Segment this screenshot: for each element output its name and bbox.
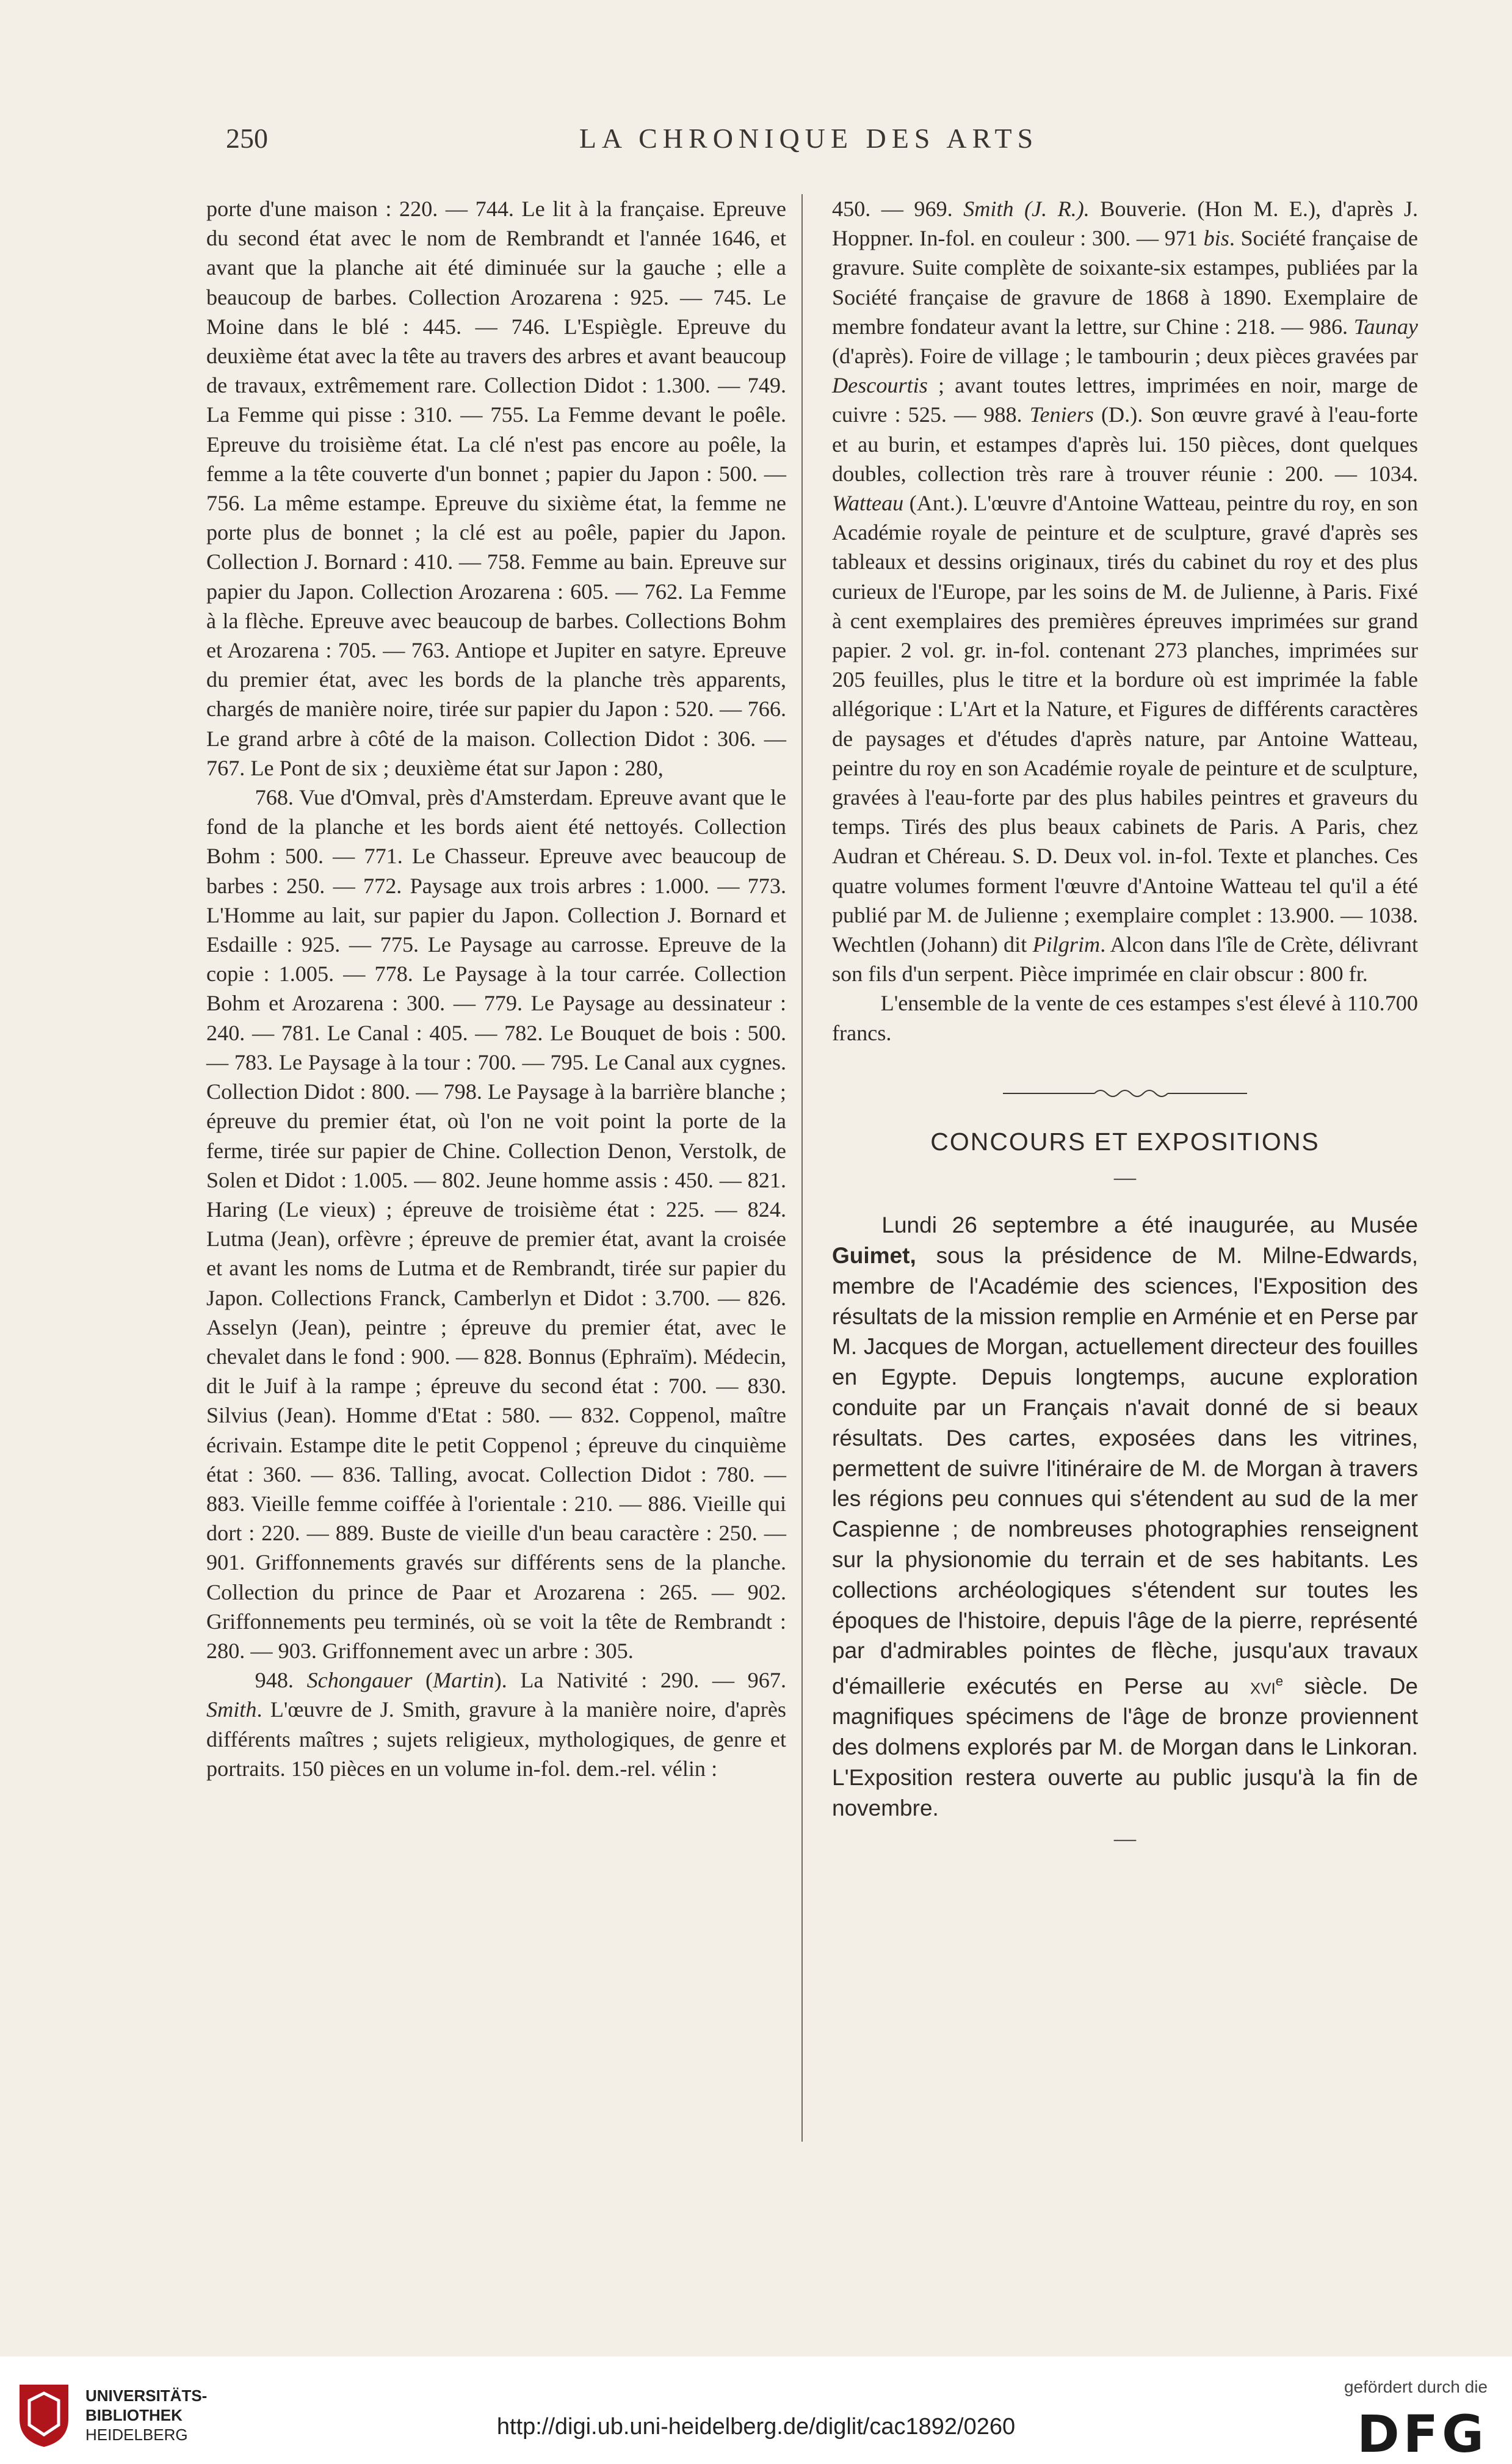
ornament-divider [997,1084,1253,1103]
artist-firstname: Martin [433,1668,494,1693]
digital-library-link[interactable]: http://digi.ub.uni-heidelberg.de/diglit/cac1892/0260 [496,2414,1016,2440]
right-paragraph-3: Lundi 26 septembre a été inaugurée, au Musée Guimet, sous la présidence de M. Milne-Edwards, membre de l'Académie des sciences, l'Exposition des résultats de la mission remplie en Arménie et en Perse par M. Jacques de Morgan, actuellement directeur des fouilles en Egypte. Depuis longtemps, aucune exploration conduite par un Français n'avait donné de si beaux résultats. Des cartes, exposées dans les vitrines, permettent de suivre l'itinéraire de M. de Morgan à travers les régions peu connues qui s'étendent au sud de la mer Caspienne ; de nombreuses photographies renseignent sur la physionomie du terrain et de ses habitants. Les collections archéologiques s'étendent sur toutes les époques de l'histoire, depuis l'âge de la pierre, représenté par d'admirables pointes de flèche, jusqu'aux travaux d'émaillerie exécutés en Perse au xvi$^e$ siècle. De magnifiques spécimens de l'âge de bronze proviennent des dolmens explorés par M. de Morgan dans le Linkoran. L'Exposition restera ouverte au public jusqu'à la fin de novembre. [832,1212,1419,1821]
left-paragraph-2: 768. Vue d'Omval, près d'Amsterdam. Epreuve avant que le fond de la planche et les bords aient été nettoyés. Collection Bohm : 500. — 771. Le Chasseur. Epreuve avec beaucoup de barbes : 250. — 772. Paysage aux trois arbres : 1.000. — 773. L'Homme au lait, sur papier du Japon. Collection J. Bornard et Esdaille : 925. — 775. Le Paysage au carrosse. Epreuve de la copie : 1.005. — 778. Le Paysage à la tour carrée. Collection Bohm et Arozarena : 300. — 779. Le Paysage au dessinateur : 240. — 781. Le Canal : 405. — 782. Le Bouquet de bois : 500. — 783. Le Paysage à la tour : 700. — 795. Le Canal aux cygnes. Collection Didot : 800. — 798. Le Paysage à la barrière blanche ; épreuve du premier état, où l'on ne voit point la porte de la ferme, tirée sur papier de Chine. Collection Denon, Verstolk, de Solen et Didot : 1.005. — 802. Jeune homme assis : 450. — 821. Haring (Le vieux) ; épreuve de troisième état : 225. — 824. Lutma (Jean), orfèvre ; épreuve de premier état, avant la croisée et avant les noms de Lutma et de Rembrandt, tirée sur papier du Japon. Collections Franck, Camberlyn et Didot : 3.700. — 826. Asselyn (Jean), peintre ; épreuve du premier état, avec le chevalet dans le fond : 900. — 828. Bonnus (Ephraïm). Médecin, dit le Juif à la rampe ; épreuve du second état : 700. — 830. Silvius (Jean). Homme d'Etat : 580. — 832. Coppenol, maître écrivain. Estampe dite le petit Coppenol ; épreuve du cinquième état : 360. — 836. Talling, avocat. Collection Didot : 780. — 883. Vieille femme coiffée à l'orientale : 210. — 886. Vieille qui dort : 220. — 889. Buste de vieille d'un beau caractère : 250. — 901. Griffonnements gravés sur différents sens de la planche. Collection du prince de Paar et Arozarena : 265. — 902. Griffonnements peu terminés, où se voit la tête de Rembrandt : 280. — 903. Griffonnement avec un arbre : 305. [206,785,786,1663]
page-header [201,122,1416,159]
left-paragraph-3: 948. Schongauer (Martin). La Nativité : 290. — 967. Smith. L'œuvre de J. Smith, gravure à la manière noire, d'après différents maîtres ; sujets religieux, mythologiques, de genre et portraits. 150 pièces en un volume in-fol. dem.-rel. vélin : [206,1668,786,1781]
left-paragraph-1: porte d'une maison : 220. — 744. Le lit à la française. Epreuve du second état avec le nom de Rembrandt et l'année 1646, et avant que la planche ait été diminuée sur la gauche ; elle a beaucoup de barbes. Collection Arozarena : 925. — 745. Le Moine dans le blé : 445. — 746. L'Espiègle. Epreuve du deuxième état avec la tête au travers des arbres et avant beaucoup de travaux, extrêmement rare. Collection Didot : 1.300. — 749. La Femme qui pisse : 310. — 755. La Femme devant le poêle. Epreuve du troisième état. La clé n'est pas encore au poêle, la femme a la tête couverte d'un bonnet ; papier du Japon : 500. — 756. La même estampe. Epreuve du sixième état, la femme ne porte plus de bonnet ; la clé est au poêle, papier du Japon. Collection J. Bornard : 410. — 758. Femme au bain. Epreuve sur papier du Japon. Collection Arozarena : 605. — 762. La Femme à la flèche. Epreuve avec beaucoup de barbes. Collections Bohm et Arozarena : 705. — 763. Antiope et Jupiter en satyre. Epreuve du premier état, avec les bords de la planche très apparents, chargés de manière noire, tirée sur papier du Japon : 520. — 766. Le grand arbre à côté de la maison. Collection Didot : 306. — 767. Le Pont de six ; deuxième état sur Japon : 280, [206,197,786,780]
right-paragraph-1: 450. — 969. Smith (J. R.). Bouverie. (Hon M. E.), d'après J. Hoppner. In-fol. en couleur : 300. — 971 bis. Société française de gravure. Suite complète de soixante-six estampes, publiées par la Société française de gravure de 1868 à 1890. Exemplaire de membre fondateur avant la lettre, sur Chine : 218. — 986. Taunay (d'après). Foire de village ; le tambourin ; deux pièces gravées par Descourtis ; avant toutes lettres, imprimées en noir, marge de cuivre : 525. — 988. Teniers (D.). Son œuvre gravé à l'eau-forte et au burin, et estampes d'après lui. 150 pièces, dont quelques doubles, collection très rare à trouver réunie : 200. — 1034. Watteau (Ant.). L'œuvre d'Antoine Watteau, peintre du roy, en son Académie royale de peinture et de sculpture, gravé d'après ses tableaux et dessins originaux, tirés du cabinet du roy et des plus curieux de l'Europe, par les soins de M. de Julienne, à Paris. Fixé à cent exemplaires des premières épreuves imprimées sur grand papier. 2 vol. gr. in-fol. contenant 273 planches, imprimées sur 205 feuilles, plus le titre et la bordure où est imprimée la fable allégorique : L'Art et la Nature, et Figures de différents caractères de paysages et d'études d'après nature, par Antoine Watteau, peintre du roy en son Académie royale de peinture et de sculpture, gravées à l'eau-forte par des plus habiles peintres et graveurs du temps. Tirés des plus beaux cabinets de Paris. A Paris, chez Audran et Chéreau. S. D. Deux vol. in-fol. Texte et planches. Ces quatre volumes forment l'œuvre d'Antoine Watteau tel qu'il a été publié par M. de Julienne ; exemplaire complet : 13.900. — 1038. Wechtlen (Johann) dit Pilgrim. Alcon dans l'île de Crète, délivrant son fils d'un serpent. Pièce imprimée en clair obscur : 800 fr. [832,197,1419,987]
section-title: CONCOURS ET EXPOSITIONS [930,1127,1320,1156]
library-name: UNIVERSITÄTS- BIBLIOTHEK HEIDELBERG [85,2386,208,2444]
running-title: LA CHRONIQUE DES ARTS [579,123,1039,154]
column-rule [801,194,803,2142]
artist-name: Smith [206,1697,257,1722]
dfg-logo: DFG [1356,2404,1488,2464]
artist-name: Schongauer [306,1668,413,1693]
page-number: 250 [226,123,268,154]
left-column [206,194,786,2233]
right-column [832,194,1418,2148]
funded-by-text: gefördert durch die [1344,2377,1488,2396]
right-paragraph-2: L'ensemble de la vente de ces estampes s'est élevé à 110.700 francs. [832,991,1418,1045]
section-dash: — [1113,1165,1137,1190]
footer-bar [0,2357,1512,2463]
end-dash: — [1113,1825,1137,1850]
